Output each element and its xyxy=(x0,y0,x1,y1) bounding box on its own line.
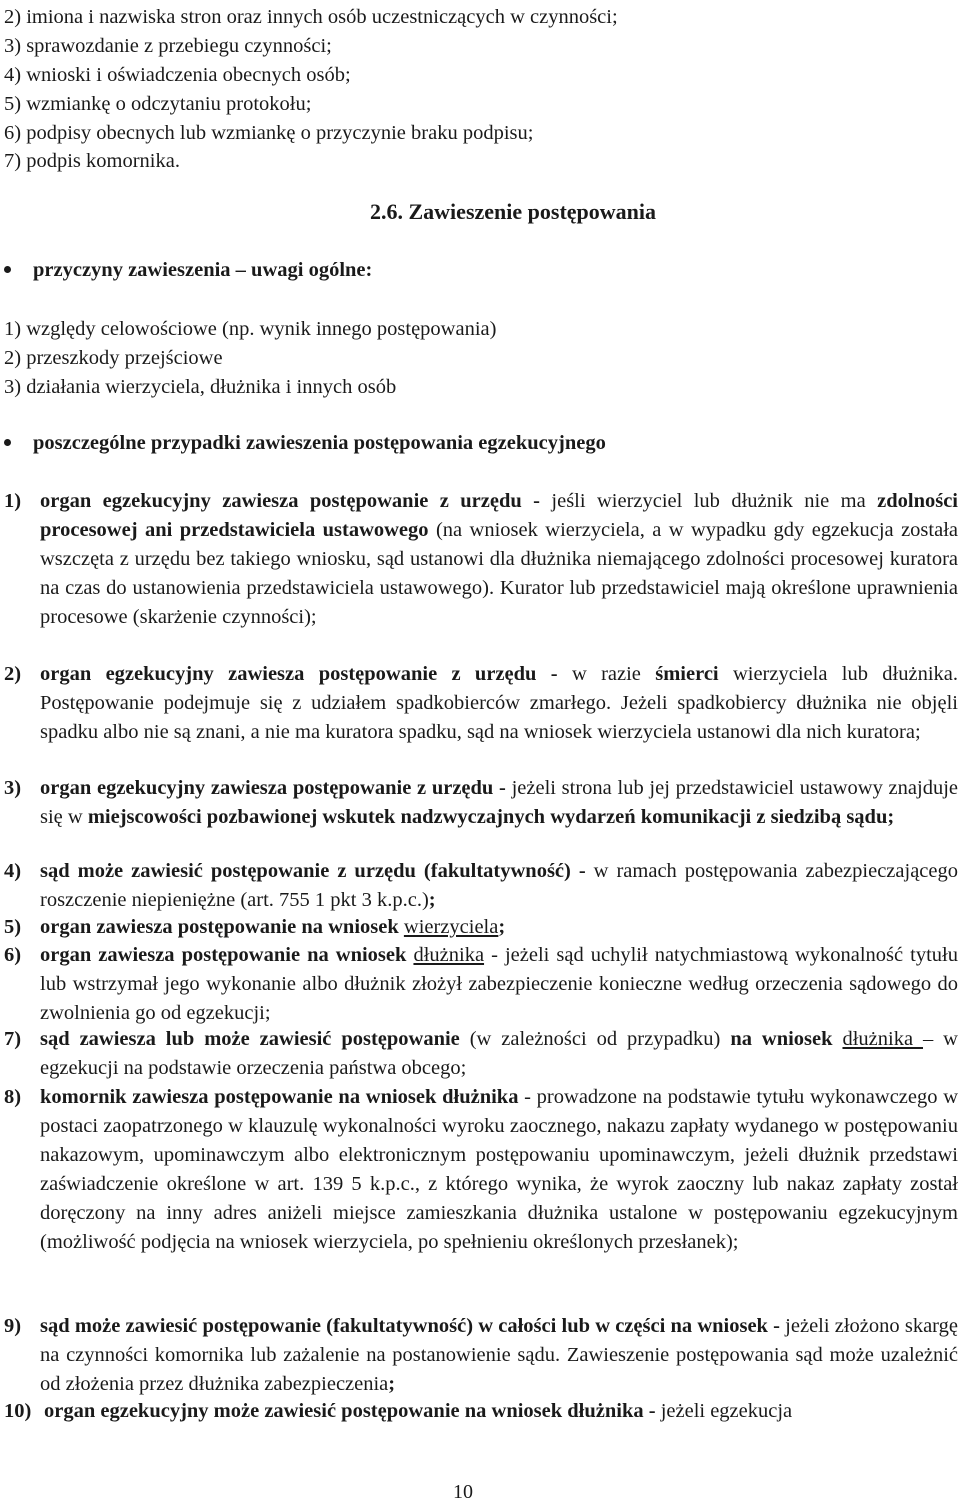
list-item: 3) sprawozdanie z przebiegu czynności; xyxy=(4,35,332,57)
page-number: 10 xyxy=(453,1481,473,1503)
item-text: jeżeli strona lub jej przedstawiciel ustawowy znajduje się w xyxy=(40,777,958,828)
list-item: 5) wzmiankę o odczytaniu protokołu; xyxy=(4,93,312,115)
case-item-5 xyxy=(4,913,958,942)
case-item-1 xyxy=(4,487,958,632)
case-item-3 xyxy=(4,774,958,832)
item-underlined-text: dłużnika xyxy=(842,1028,923,1050)
case-item-9 xyxy=(4,1312,958,1399)
bullet-general-text: przyczyny zawieszenia – uwagi ogólne: xyxy=(33,259,373,281)
item-text: - prowadzone na podstawie tytułu wykonawczego w postaci zaopatrzonego w klauzulę wykonalności wyroku zaocznego, nakazu zapłaty wydanego w postępowaniu nakazowym, upominawczym albo elektronicznym postępowaniu upominawczym, jeżeli dłużnik przedstawi zaświadczenie określone w art. 139 5 k.p.c., z którego wynika, że wyrok zaoczny lub nakaz zapłaty został doręczony na inny adres aniżeli miejsce zamieszkania dłużnika ustalone w postępowaniu egzekucyjnym (możliwość podjęcia na wniosek wierzyciela, po spełnieniu określonych przesłanek); xyxy=(40,1086,958,1253)
item-text: w razie xyxy=(557,663,656,685)
list-item: 7) podpis komornika. xyxy=(4,150,180,172)
item-underlined-text: wierzyciela xyxy=(403,916,499,938)
item-number: 5) xyxy=(4,916,22,938)
bullet-cases xyxy=(4,432,606,455)
section-heading: 2.6. Zawieszenie postępowania xyxy=(370,199,656,224)
item-bold-text: miejscowości pozbawionej wskutek nadzwyczajnych wydarzeń komunikacji z siedzibą sądu; xyxy=(87,805,895,828)
list-item: 2) imiona i nazwiska stron oraz innych osób uczestniczących w czynności; xyxy=(4,6,618,28)
list-item: 3) działania wierzyciela, dłużnika i innych osób xyxy=(4,376,397,398)
item-number: 6) xyxy=(4,944,22,966)
item-bold-text: organ egzekucyjny zawiesza postępowanie z urzędu - xyxy=(40,777,506,799)
item-bold-text: ; xyxy=(428,888,436,911)
bullet-general xyxy=(4,259,372,282)
item-text: jeśli wierzyciel lub dłużnik nie ma xyxy=(540,490,878,512)
item-bold-text: sąd może zawiesić postępowanie (fakultatywność) w całości lub w części na wniosek - xyxy=(40,1315,780,1337)
item-text: jeżeli egzekucja xyxy=(655,1400,793,1422)
bullet-dot-icon xyxy=(4,439,11,446)
item-bold-text: ; xyxy=(498,916,506,938)
item-text: w ramach postępowania zabezpieczającego roszczenie niepieniężne (art. 755 1 pkt 3 k.p.c.) xyxy=(40,860,958,911)
list-item: 4) wnioski i oświadczenia obecnych osób; xyxy=(4,64,351,86)
item-number: 8) xyxy=(4,1086,22,1108)
item-number: 4) xyxy=(4,860,22,882)
item-bold-text: organ egzekucyjny zawiesza postępowanie z urzędu - xyxy=(40,490,540,512)
item-number: 2) xyxy=(4,663,22,685)
item-bold-text: śmierci xyxy=(655,663,719,685)
item-underlined-text: dłużnika xyxy=(413,944,485,966)
item-text: (w zależności od przypadku) xyxy=(459,1028,731,1050)
item-number: 7) xyxy=(4,1028,22,1050)
list-item: 6) podpisy obecnych lub wzmiankę o przyczynie braku podpisu; xyxy=(4,122,534,144)
item-text: jeżeli złożono skargę na czynności komornika lub zażalenie na postanowienie sądu. Zawieszenie postępowania sąd może uzależnić od złożenia przez dłużnika zabezpieczenia xyxy=(40,1315,958,1395)
item-number: 9) xyxy=(4,1315,22,1337)
item-bold-text: komornik zawiesza postępowanie na wniosek dłużnika xyxy=(40,1086,519,1108)
list-item: 2) przeszkody przejściowe xyxy=(4,347,223,369)
item-text: (na wniosek wierzyciela, a w wypadku gdy egzekucja została wszczęta z urzędu bez takiego wniosku, sąd ustanowi dla dłużnika niemającego zdolności procesowej kuratora na czas do ustanowienia przedstawiciela ustawowego). Kurator lub przedstawiciel mają określone uprawnienia procesowe (skarżenie czynności); xyxy=(40,518,958,628)
item-bold-text: ; xyxy=(388,1372,396,1395)
item-bold-text: organ zawiesza postępowanie na wniosek xyxy=(40,916,399,938)
item-bold-text: organ egzekucyjny może zawiesić postępowanie na wniosek dłużnika - xyxy=(44,1400,656,1422)
case-item-6 xyxy=(4,941,958,1028)
item-bold-text: na wniosek xyxy=(730,1028,833,1050)
item-bold-text: sąd zawiesza lub może zawiesić postępowanie xyxy=(40,1028,460,1050)
item-number: 1) xyxy=(4,490,22,512)
case-item-8 xyxy=(4,1083,958,1256)
item-text: - jeżeli sąd uchylił natychmiastową wykonalność tytułu lub wstrzymał jego wykonanie albo dłużnik złożył zabezpieczenie konieczne według orzeczenia sądowego do zwolnienia go od egzekucji; xyxy=(40,944,958,1024)
case-item-2 xyxy=(4,660,958,747)
item-number: 10) xyxy=(4,1400,32,1422)
item-text: wierzyciela lub dłużnika. Postępowanie podejmuje się z udziałem spadkobierców zmarłego. Jeżeli spadkobiercy dłużnika nie objęli spadku albo nie są znani, a nie ma kuratora spadku, sąd na wniosek wierzyciela ustanowi dla nich kuratora; xyxy=(40,663,959,743)
item-bold-text: sąd może zawiesić postępowanie z urzędu (fakultatywność) - xyxy=(40,860,586,882)
item-text: – w egzekucji na podstawie orzeczenia państwa obcego; xyxy=(40,1028,958,1079)
bullet-cases-text: poszczególne przypadki zawieszenia postępowania egzekucyjnego xyxy=(33,432,606,454)
bullet-dot-icon xyxy=(4,266,11,273)
case-item-7 xyxy=(4,1025,958,1083)
item-number: 3) xyxy=(4,777,22,799)
case-item-4 xyxy=(4,857,958,915)
item-bold-text: organ egzekucyjny zawiesza postępowanie z urzędu - xyxy=(40,663,558,685)
item-bold-text: zdolności procesowej ani przedstawiciela ustawowego xyxy=(40,490,958,541)
case-item-10 xyxy=(4,1397,958,1426)
item-bold-text: organ zawiesza postępowanie na wniosek xyxy=(40,944,407,966)
list-item: 1) względy celowościowe (np. wynik innego postępowania) xyxy=(4,318,497,340)
